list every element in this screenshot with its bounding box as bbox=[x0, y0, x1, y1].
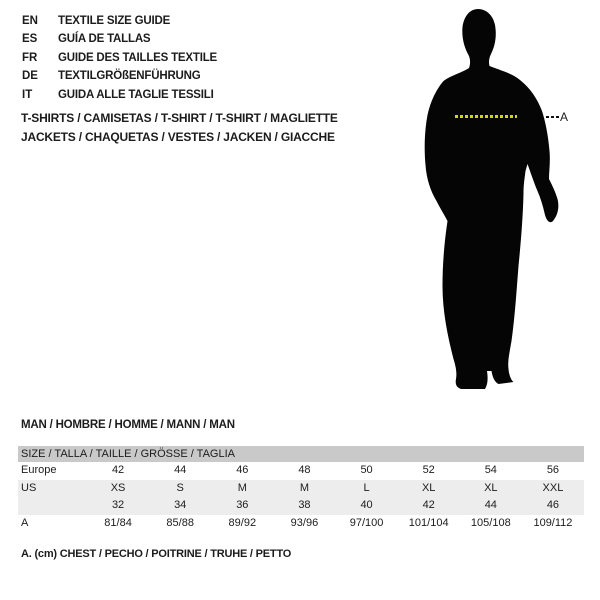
table-cell: 85/88 bbox=[166, 516, 194, 529]
table-cell: 109/112 bbox=[533, 516, 573, 529]
language-list bbox=[22, 12, 217, 104]
table-cell: 50 bbox=[360, 464, 373, 476]
table-cell: 54 bbox=[484, 464, 497, 476]
table-cell: M bbox=[299, 481, 310, 494]
table-cell: 32 bbox=[111, 499, 125, 511]
table-cell: 93/96 bbox=[290, 516, 319, 529]
table-cell: XS bbox=[110, 481, 126, 494]
language-row bbox=[22, 30, 217, 48]
language-label: GUIDA ALLE TAGLIE TESSILI bbox=[58, 88, 214, 101]
table-row-label: Europe bbox=[21, 464, 57, 476]
table-cell: 101/104 bbox=[408, 516, 449, 529]
table-row bbox=[18, 515, 584, 533]
chest-measure-leader-dashes bbox=[546, 116, 560, 118]
category-line-jackets: JACKETS / CHAQUETAS / VESTES / JACKEN / GIACCHE bbox=[21, 130, 335, 144]
table-cell: S bbox=[176, 481, 184, 494]
table-row-label: A bbox=[21, 516, 29, 529]
table-row bbox=[18, 497, 584, 515]
table-cell: 36 bbox=[236, 499, 249, 511]
language-row bbox=[22, 86, 217, 104]
table-cell: 105/108 bbox=[470, 516, 511, 529]
language-code: IT bbox=[22, 88, 33, 101]
man-silhouette-icon bbox=[395, 0, 600, 400]
table-row-label bbox=[18, 497, 87, 515]
table-row bbox=[18, 480, 584, 498]
language-row bbox=[22, 49, 217, 67]
table-cell: 42 bbox=[111, 464, 125, 476]
chest-measure-dash-line bbox=[455, 115, 517, 118]
table-cell: L bbox=[363, 481, 370, 494]
table-cell: 34 bbox=[174, 499, 187, 511]
table-cell: M bbox=[237, 481, 247, 494]
table-cell: 52 bbox=[422, 464, 435, 476]
table-row-label: US bbox=[21, 481, 37, 494]
table-cell: 44 bbox=[484, 499, 497, 511]
table-row bbox=[18, 462, 584, 480]
table-cell: 81/84 bbox=[104, 516, 132, 529]
language-row bbox=[22, 12, 217, 30]
table-cell: 56 bbox=[546, 464, 560, 476]
table-cell: XL bbox=[484, 481, 498, 494]
table-cell: 89/92 bbox=[228, 516, 257, 529]
language-label: TEXTILE SIZE GUIDE bbox=[58, 15, 171, 27]
section-label-man: MAN / HOMBRE / HOMME / MANN / MAN bbox=[21, 419, 235, 431]
table-cell: 48 bbox=[298, 464, 311, 476]
language-label: GUÍA DE TALLAS bbox=[58, 33, 151, 46]
category-line-tshirts: T-SHIRTS / CAMISETAS / T-SHIRT / T-SHIRT / MAGLIETTE bbox=[21, 111, 338, 125]
language-code: DE bbox=[22, 70, 38, 83]
language-code: FR bbox=[22, 51, 38, 64]
man-silhouette-figure bbox=[395, 0, 600, 400]
measure-label-a: A bbox=[560, 110, 569, 124]
size-table bbox=[18, 446, 584, 532]
table-cell: XL bbox=[421, 481, 436, 494]
table-cell: 40 bbox=[360, 499, 373, 511]
category-lines bbox=[21, 109, 338, 147]
table-cell: 38 bbox=[298, 499, 311, 511]
table-cell: 44 bbox=[174, 464, 187, 476]
chest-footnote: A. (cm) CHEST / PECHO / POITRINE / TRUHE / PETTO bbox=[21, 548, 292, 560]
table-cell: 46 bbox=[546, 499, 560, 511]
table-cell: 42 bbox=[422, 499, 435, 511]
table-cell: 97/100 bbox=[349, 516, 384, 529]
language-code: ES bbox=[22, 33, 38, 46]
table-cell: 46 bbox=[236, 464, 249, 476]
language-label: GUIDE DES TAILLES TEXTILE bbox=[58, 51, 217, 64]
table-cell: XXL bbox=[542, 481, 564, 494]
language-code: EN bbox=[22, 15, 38, 27]
size-table-body bbox=[18, 462, 584, 532]
language-label: TEXTILGRÖßENFÜHRUNG bbox=[58, 70, 201, 83]
language-row bbox=[22, 67, 217, 85]
size-table-header: SIZE / TALLA / TAILLE / GRÖSSE / TAGLIA bbox=[18, 446, 584, 462]
